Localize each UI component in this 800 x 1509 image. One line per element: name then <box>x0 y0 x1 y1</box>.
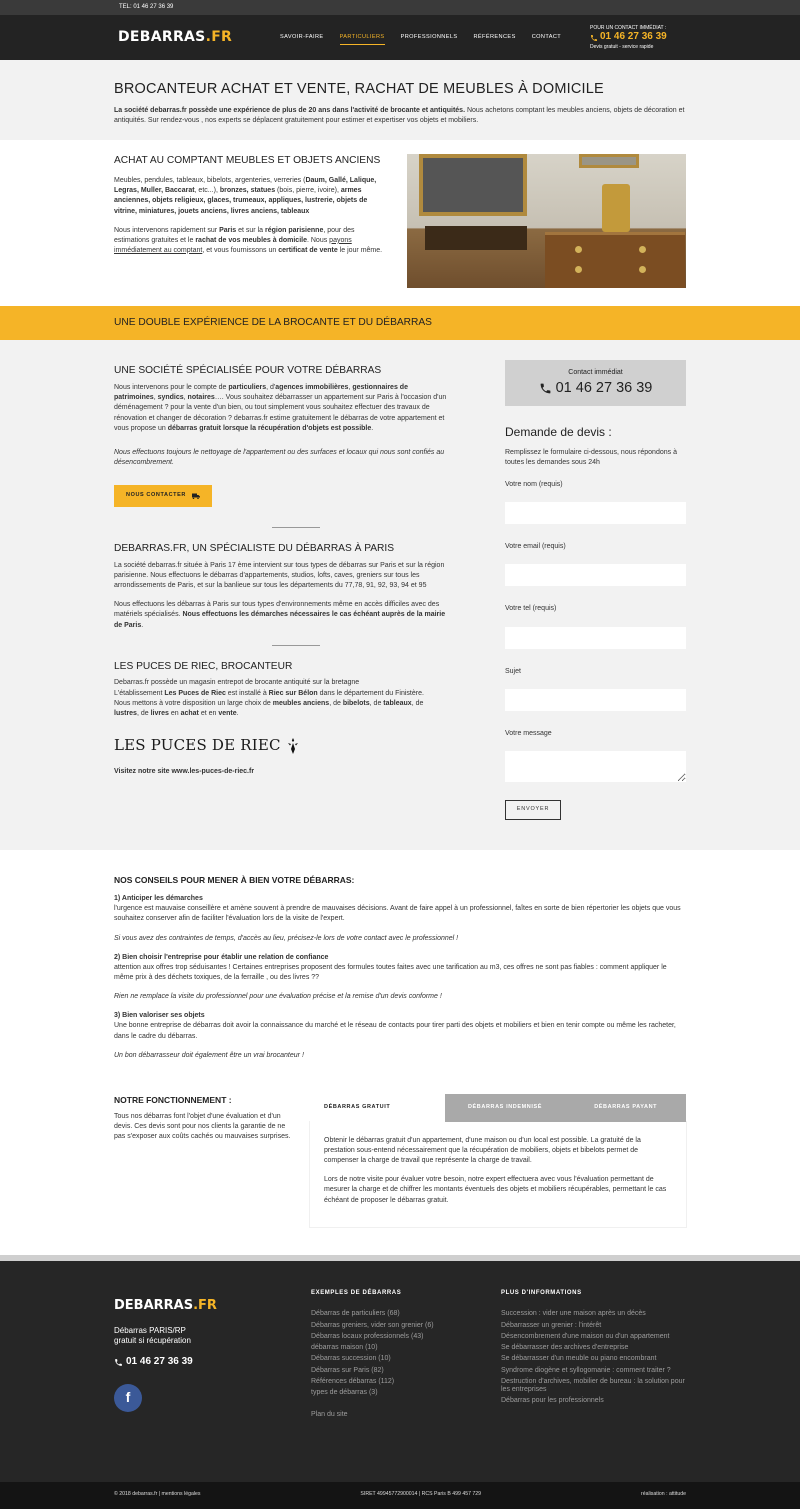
tab-paragraph-1: Obtenir le débarras gratuit d'un appartement, d'une maison ou d'un local est possible. La gratuité de la prestation sous-entend nécessairement que la récupération de mobiliers, objets et bibelots permet de compenser la charge de travail que représente la charge de travail. <box>324 1136 641 1165</box>
tip-2-note: Rien ne remplace la visite du professionnel pour une évaluation précise et la remise d'un devis conforme ! <box>114 993 442 1001</box>
divider <box>272 645 320 646</box>
footer-link[interactable]: Syndrome diogène et syllogomanie : comment traiter ? <box>501 1366 671 1374</box>
footer-link[interactable]: Références débarras (112) <box>311 1377 395 1385</box>
message-field[interactable] <box>505 751 686 782</box>
nav-professionnels[interactable]: PROFESSIONNELS <box>400 33 458 40</box>
footer-link[interactable]: Se débarrasser d'un meuble ou piano encombrant <box>501 1355 657 1363</box>
phone-icon <box>539 382 552 395</box>
copyright[interactable]: © 2018 debarras.fr | mentions légales <box>114 1491 201 1498</box>
intro-text: La société debarras.fr possède une expérience de plus de 20 ans dans l'activité de brocante et antiquités. Nous achetons comptant les meubles anciens, objets de décoration et antiquités. Sur rendez-vous , nos experts se déplacent gratuitement pour estimer et expertiser vos objets et mobiliers. <box>114 107 685 125</box>
siret-info: SIRET 49945772900014 | RCS Paris B 499 457 729 <box>360 1491 482 1498</box>
footer-logo[interactable]: DEBARRAS.FR <box>114 1297 217 1313</box>
ermine-icon <box>287 738 299 754</box>
specialiste-paragraph-2: Nous effectuons les débarras à Paris sur tous types d'environnements même en accès difficiles avec des matériels spécialisés. Nous effectuons les démarches nécessaires le cas échéant auprès de la mairie de Paris. <box>114 601 446 629</box>
nav-references[interactable]: RÉFÉRENCES <box>473 33 516 40</box>
footer-link[interactable]: Destruction d'archives, mobilier de bureau : la solution pour les entreprises <box>501 1377 685 1394</box>
quote-sidebar <box>505 360 686 820</box>
achat-title: ACHAT AU COMPTANT MEUBLES ET OBJETS ANCIENS <box>114 155 381 167</box>
footer-link[interactable]: Débarras de particuliers (68) <box>311 1310 400 1318</box>
credit-link[interactable]: réalisation : attitude <box>641 1491 686 1498</box>
tip-3-note: Un bon débarrasseur doit également être un vrai brocanteur ! <box>114 1051 304 1059</box>
nav-contact[interactable]: CONTACT <box>531 33 562 40</box>
name-label: Votre nom (requis) <box>505 481 563 489</box>
yellow-banner <box>0 306 800 340</box>
footer-link[interactable]: Débarras greniers, vider son grenier (6) <box>311 1321 434 1329</box>
puces-de-riec-logo[interactable]: LES PUCES DE RIEC <box>114 735 450 757</box>
quote-form-title: Demande de devis : <box>505 425 612 440</box>
societe-title: UNE SOCIÉTÉ SPÉCIALISÉE POUR VOTRE DÉBARRAS <box>114 365 382 377</box>
name-field[interactable] <box>505 502 686 524</box>
footer-link[interactable]: Désencombrement d'une maison ou d'un appartement <box>501 1332 670 1340</box>
services-section <box>0 340 800 850</box>
tab-paragraph-2: Lors de notre visite pour évaluer votre besoin, notre expert effectuera avec vous l'évaluation permettant de mesurer la charge et de chiffrer les montants éventuels des objets et mobiliers récupérables, permettant le cas échéant de proposer le débarras gratuit. <box>324 1176 667 1204</box>
quote-form-description: Remplissez le formulaire ci-dessous, nous répondons à toutes les demandes sous 24h <box>505 448 677 466</box>
puces-visit-link[interactable]: Visitez notre site www.les-puces-de-riec.fr <box>114 767 255 775</box>
truck-icon <box>192 493 200 499</box>
footer-info-title: PLUS D'INFORMATIONS <box>501 1289 582 1296</box>
sitemap-link[interactable]: Plan du site <box>311 1411 348 1419</box>
footer-link[interactable]: Débarrasser un grenier : l'intérêt <box>501 1321 602 1329</box>
site-footer <box>0 1261 800 1482</box>
footer-link[interactable]: Débarras sur Paris (82) <box>311 1366 384 1374</box>
achat-paragraph-1: Meubles, pendules, tableaux, bibelots, argenteries, verreries (Daum, Gallé, Lalique, Legras, Muller, Baccarat, etc...), bronzes, statues (bois, pierre, ivoire), armes anciennes, objets religieux, glaces, trumeaux, appliques, lustrerie, objets de vitrine, miniatures, jouets anciens, livres anciens, tableaux <box>114 177 377 215</box>
facebook-icon[interactable]: f <box>114 1384 142 1412</box>
tips-section <box>0 850 800 1090</box>
puces-title: LES PUCES DE RIEC, BROCANTEUR <box>114 660 293 672</box>
process-title: NOTRE FONCTIONNEMENT : <box>114 1094 232 1105</box>
achat-paragraph-2: Nous intervenons rapidement sur Paris et sur la région parisienne, pour des estimations gratuites et le rachat de vos meubles à domicile. Nous payons immédiatement au comptant, et vous fournissons un certificat de vente le jour même. <box>114 226 383 254</box>
header-contact-label: POUR UN CONTACT IMMÉDIAT : <box>590 25 667 31</box>
nav-particuliers[interactable]: PARTICULIERS <box>340 30 385 45</box>
subject-field[interactable] <box>505 689 686 711</box>
footer-link[interactable]: débarras maison (10) <box>311 1344 378 1352</box>
tip-1-note: Si vous avez des contraintes de temps, d'accès au lieu, précisez-le lors de votre contact avec le professionnel ! <box>114 934 459 942</box>
tel-label: Votre tel (requis) <box>505 605 557 613</box>
process-section <box>0 1090 800 1255</box>
topbar-phone[interactable]: TEL: 01 46 27 36 39 <box>119 4 174 10</box>
header-contact-note: Devis gratuit - service rapide <box>590 43 654 50</box>
footer-link[interactable]: Débarras succession (10) <box>311 1355 391 1363</box>
phone-icon <box>590 34 598 42</box>
message-label: Votre message <box>505 729 552 737</box>
header-phone[interactable]: 01 46 27 36 39 <box>590 31 686 44</box>
tel-field[interactable] <box>505 627 686 649</box>
header-contact <box>590 25 686 50</box>
puces-paragraph: Debarras.fr possède un magasin entrepot de brocante antiquité sur la bretagne L'établissement Les Puces de Riec est installé à Riec sur Bélon dans le département du Finistère. Nous mettons à votre disposition un large choix de meubles anciens, de bibelots, de tableaux, de lustres, de livres en achat et en vente. <box>114 679 424 717</box>
footer-info-list <box>501 1310 686 1405</box>
footer-link[interactable]: Débarras locaux professionnels (43) <box>311 1332 424 1340</box>
divider <box>272 527 320 528</box>
tab-debarras-payant[interactable]: DÉBARRAS PAYANT <box>565 1094 686 1122</box>
societe-note: Nous effectuons toujours le nettoyage de l'appartement ou des surfaces et locaux qui nous sont confiés au désencombrement. <box>114 448 445 466</box>
antique-furniture-photo <box>407 154 686 288</box>
bottom-bar <box>0 1482 800 1509</box>
achat-section <box>0 140 800 306</box>
intro-section <box>0 60 800 140</box>
email-label: Votre email (requis) <box>505 543 566 551</box>
footer-link[interactable]: Se débarrasser des archives d'entreprise <box>501 1344 629 1352</box>
footer-examples-title: EXEMPLES DE DÉBARRAS <box>311 1289 402 1296</box>
tips-title: NOS CONSEILS POUR MENER À BIEN VOTRE DÉBARRAS: <box>114 874 355 885</box>
specialiste-title: DEBARRAS.FR, UN SPÉCIALISTE DU DÉBARRAS À PARIS <box>114 543 395 555</box>
phone-icon <box>114 1358 123 1367</box>
tip-2: 2) Bien choisir l'entreprise pour établir une relation de confiance attention aux offres trop séduisantes ! Certaines entreprises proposent des formules toutes faites avec une tarification au m3, ces offres ne sont pas fiables : comment appliquer le même prix à des déchets toxiques, de la ferraille , ou des livres ?? <box>114 953 667 981</box>
societe-paragraph: Nous intervenons pour le compte de particuliers, d'agences immobilières, gestionnaires de patrimoines, syndics, notaires…. Vous souhaitez débarrasser un appartement sur Paris à l'occasion d'un déménagement ? pour la vente d'un bien, ou tout simplement vous souhaitez effectuer des travaux de rénovation et changer de décoration ? debarras.fr estime gratuitement le débarras de votre appartement et vous propose un débarras gratuit lorsque la récupération d'objets est possible. <box>114 384 447 432</box>
process-tabs <box>310 1094 686 1227</box>
email-field[interactable] <box>505 564 686 586</box>
tab-content <box>310 1122 686 1227</box>
subject-label: Sujet <box>505 667 521 675</box>
tab-debarras-indemnise[interactable]: DÉBARRAS INDEMNISÉ <box>445 1094 566 1122</box>
nav-savoir-faire[interactable]: SAVOIR-FAIRE <box>280 33 324 40</box>
footer-link[interactable]: types de débarras (3) <box>311 1389 378 1397</box>
site-logo[interactable]: DEBARRAS.FR <box>118 29 233 46</box>
tip-3: 3) Bien valoriser ses objets Une bonne entreprise de débarras doit avoir la connaissance du marché et le réseau de contacts pour tirer parti des objets et mobiliers et bien en tenir compte ou même les racheter, dans le cadre du débarras. <box>114 1012 676 1040</box>
footer-examples-list <box>311 1310 501 1419</box>
contact-us-button[interactable]: NOUS CONTACTER <box>114 485 212 507</box>
site-header <box>0 15 800 60</box>
process-text: Tous nos débarras font l'objet d'une évaluation et d'un devis. Ces devis sont pour nos clients la garantie de ne pas s'exposer aux coûts cachés ou mauvaises surprises. <box>114 1113 291 1141</box>
footer-tagline: Débarras PARIS/RP gratuit si récupération <box>114 1325 191 1346</box>
footer-link[interactable]: Débarras pour les professionnels <box>501 1397 604 1405</box>
tip-1: 1) Anticiper les démarches l'urgence est mauvaise conseillère et amène souvent à prendre de mauvaises décisions. Avant de faire appel à un professionnel, faîtes en sorte de bien répertorier les objets que vous souhaitez conserver afin de faciliter l'évaluation lors de la visite de l'expert. <box>114 895 681 923</box>
specialiste-paragraph-1: La société debarras.fr située à Paris 17 ème intervient sur tous types de débarras sur Paris et sur la région parisienne. Nous effectuons le débarras d'appartements, studios, lofts, caves, greniers sur tous les arrondissements de Paris, et sur la banlieue sur tous les départements du 77,78, 91, 92, 93, 94 et 95 <box>114 561 445 590</box>
footer-phone[interactable]: 01 46 27 36 39 <box>114 1355 311 1370</box>
top-bar <box>0 0 800 15</box>
tab-debarras-gratuit[interactable]: DÉBARRAS GRATUIT <box>310 1094 445 1122</box>
send-button[interactable]: ENVOYER <box>505 800 561 820</box>
main-nav <box>278 30 590 45</box>
page-title: BROCANTEUR ACHAT ET VENTE, RACHAT DE MEUBLES À DOMICILE <box>114 81 604 97</box>
footer-link[interactable]: Succession : vider une maison après un décès <box>501 1310 646 1318</box>
banner-title: UNE DOUBLE EXPÉRIENCE DE LA BROCANTE ET DU DÉBARRAS <box>114 317 432 329</box>
immediate-contact-box[interactable]: Contact immédiat 01 46 27 36 39 <box>505 360 686 406</box>
